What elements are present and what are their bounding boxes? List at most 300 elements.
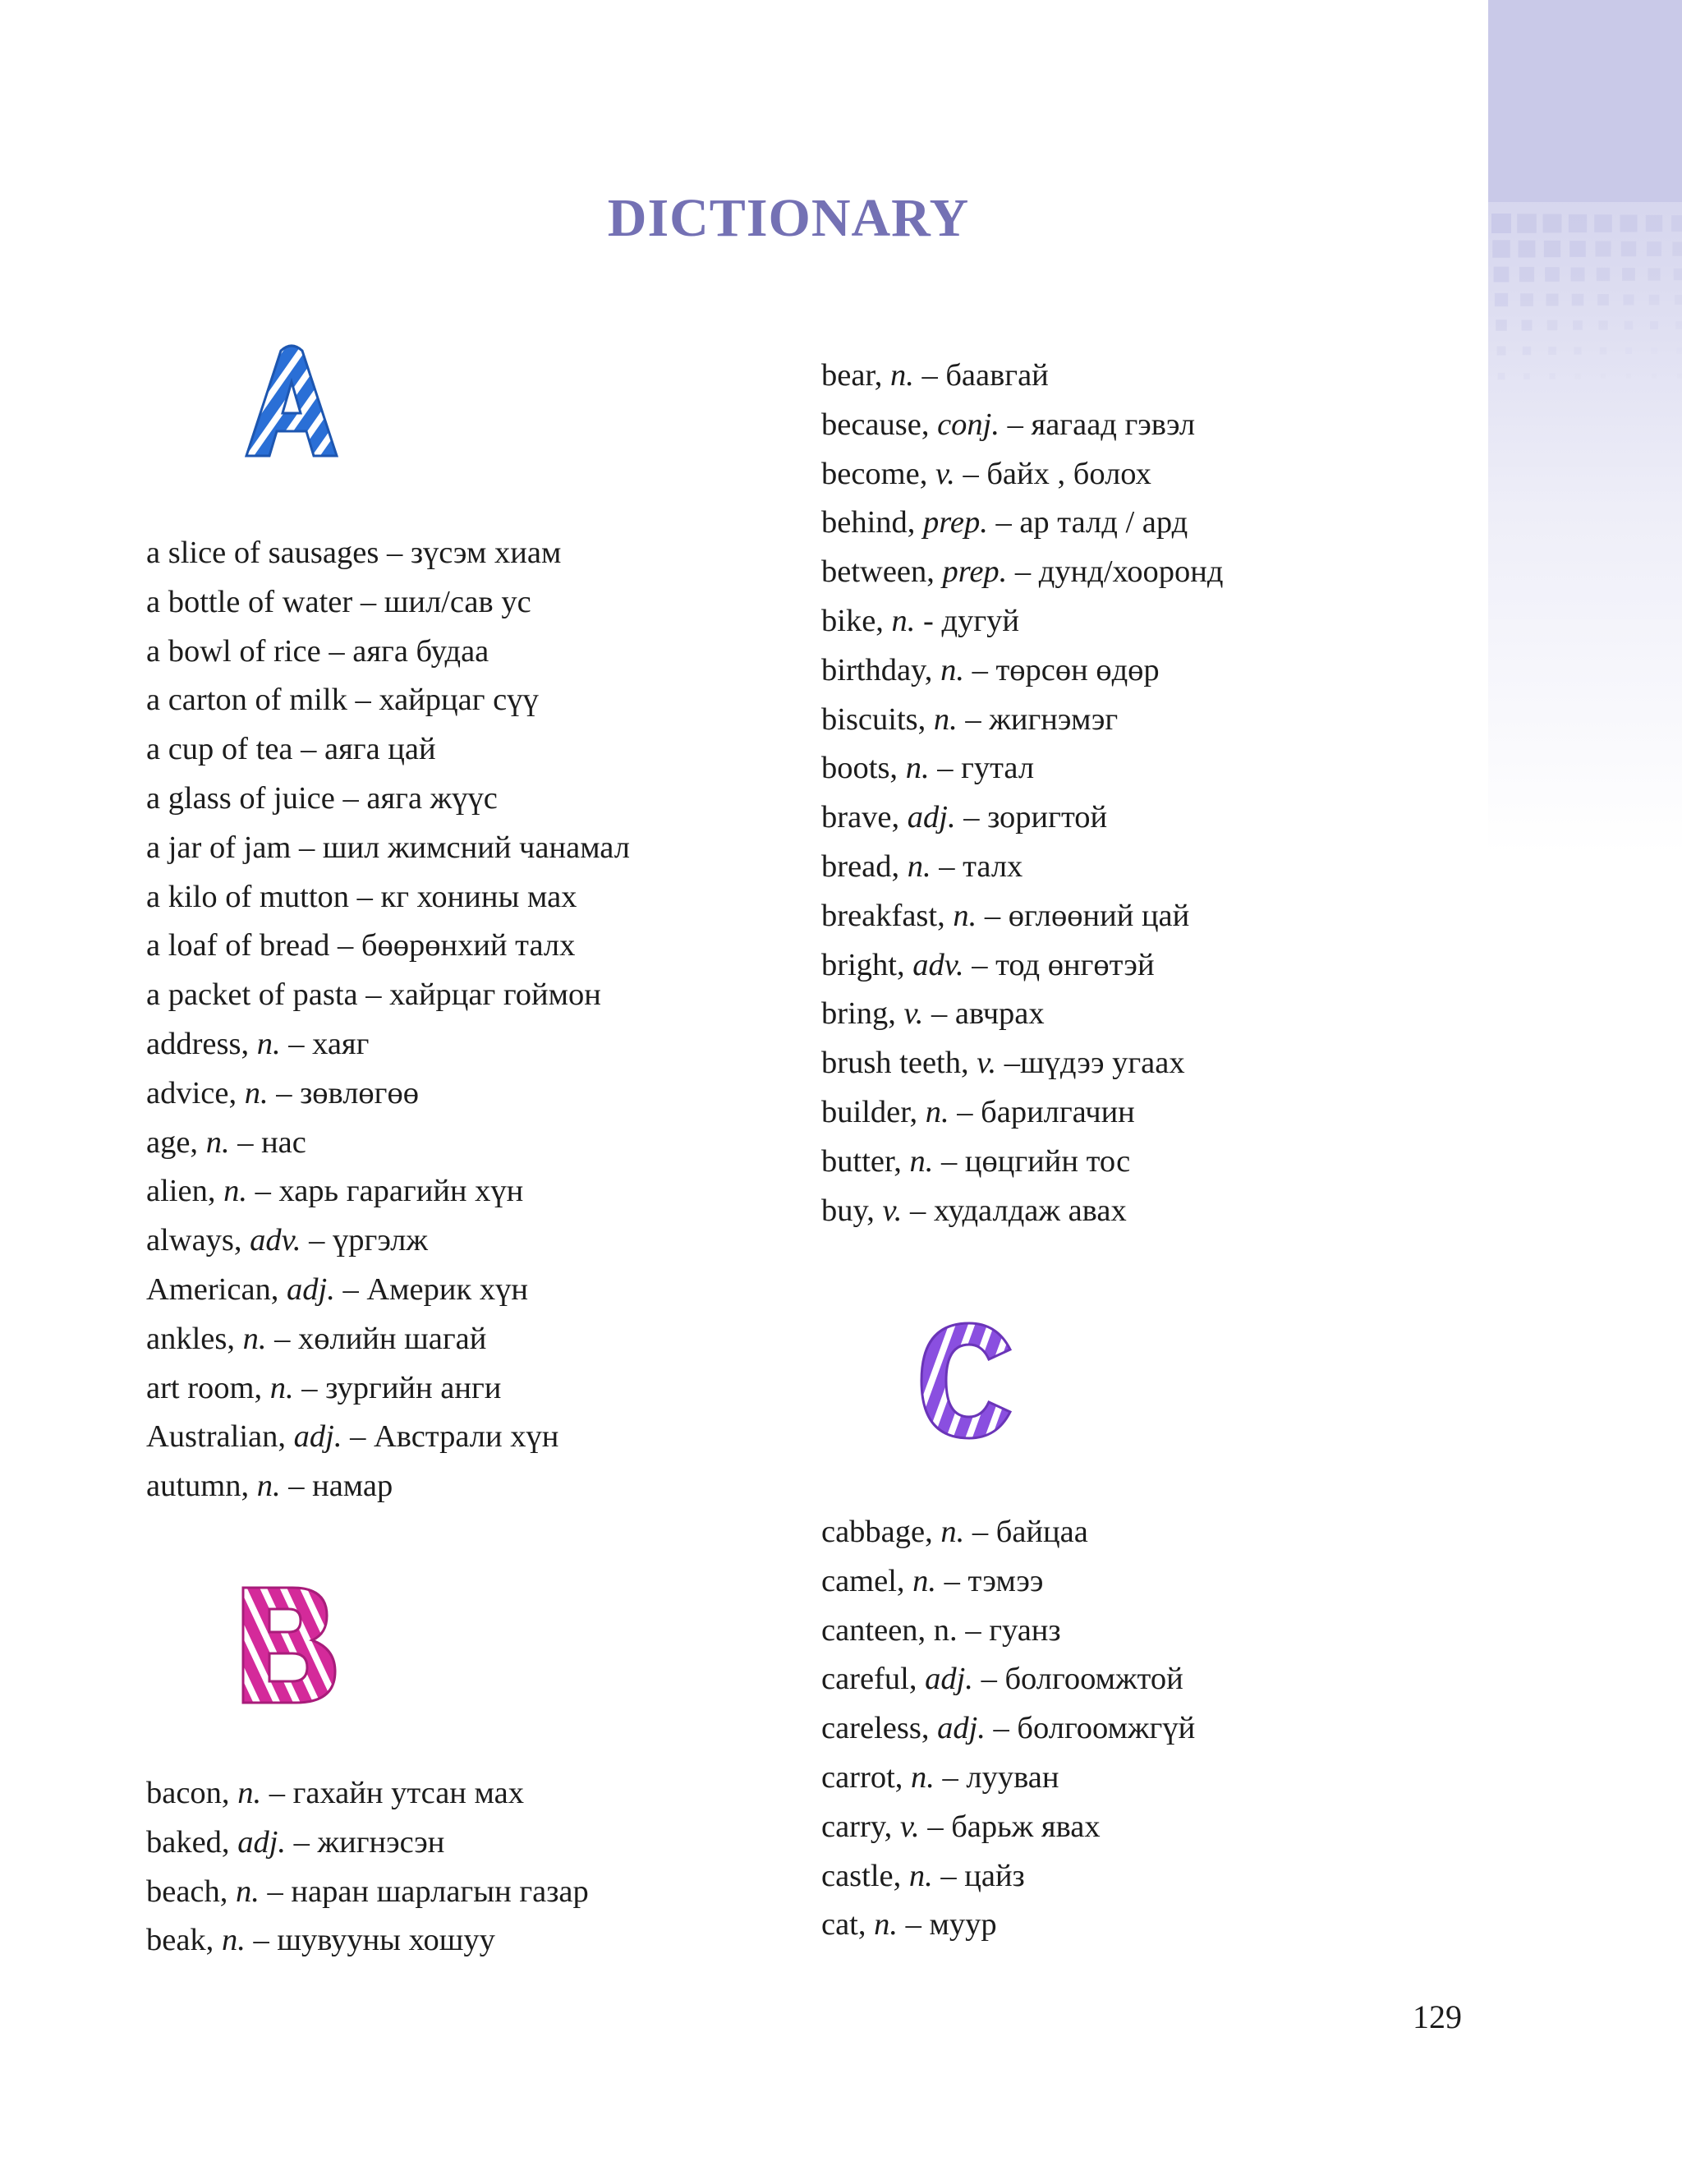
dictionary-entry: [821, 1557, 1195, 1607]
dictionary-entry: [821, 990, 1224, 1039]
section-c-entries: [821, 1508, 1195, 1950]
entry-part-of-speech: prep.: [942, 554, 1008, 590]
letter-b-icon: [237, 1581, 340, 1709]
entry-word: a jar of jam: [146, 830, 292, 865]
entry-separator: –: [923, 996, 955, 1032]
dictionary-entry: [821, 1803, 1195, 1852]
entry-translation: наран шарлагын газар: [291, 1874, 589, 1909]
entry-separator: –: [293, 1370, 326, 1405]
entry-word: beak,: [146, 1923, 222, 1958]
entry-word: carry,: [821, 1809, 900, 1844]
entry-separator: –: [1000, 407, 1032, 442]
entry-separator: –: [919, 1809, 952, 1844]
entry-word: careless,: [821, 1711, 938, 1746]
decorative-square: [1672, 241, 1682, 255]
dictionary-entry: [821, 793, 1224, 843]
entry-separator: –: [342, 1419, 374, 1455]
decorative-square: [1596, 241, 1611, 257]
entry-separator: –: [334, 780, 367, 816]
entry-word: a slice of sausages: [146, 536, 379, 570]
entry-separator: –: [246, 1174, 279, 1209]
entry-translation: нас: [261, 1124, 306, 1160]
entry-part-of-speech: n.: [940, 652, 964, 687]
entry-separator: –: [268, 1075, 301, 1110]
dictionary-entry: [146, 1119, 630, 1168]
entry-word: cat,: [821, 1907, 875, 1943]
decorative-square: [1646, 215, 1662, 232]
decorative-square: [1523, 347, 1531, 355]
entry-word: breakfast,: [821, 898, 954, 933]
entry-translation: шүдээ угаах: [1019, 1046, 1185, 1081]
entry-separator: –: [349, 879, 381, 914]
entry-word: a glass of juice: [146, 780, 335, 816]
entry-translation: баавгай: [945, 358, 1049, 393]
dictionary-entry: [146, 824, 630, 873]
dictionary-entry: [146, 628, 630, 677]
dictionary-entry: [146, 1020, 630, 1069]
entry-part-of-speech: v.: [935, 456, 955, 491]
dictionary-entry: [821, 499, 1224, 548]
entry-separator: –: [329, 928, 361, 963]
decorative-square: [1620, 215, 1638, 232]
entry-translation: цөцгийн тос: [964, 1143, 1131, 1179]
entry-word: baked,: [146, 1824, 238, 1860]
entry-separator: –: [955, 800, 988, 835]
entry-part-of-speech: n.: [223, 1174, 247, 1209]
entry-translation: төрсөн өдөр: [995, 652, 1160, 687]
entry-part-of-speech: n.: [940, 1515, 965, 1549]
entry-part-of-speech: v.: [977, 1046, 997, 1081]
entry-translation: барьж явах: [951, 1809, 1101, 1844]
entry-word: ankles,: [146, 1321, 243, 1356]
decorative-square: [1597, 268, 1610, 281]
entry-separator: –: [963, 947, 996, 982]
dictionary-entry: [821, 1039, 1224, 1088]
entry-translation: шувууны хошуу: [277, 1923, 495, 1958]
letter-c-icon: [913, 1317, 1020, 1445]
entry-translation: жигнэсэн: [317, 1824, 445, 1860]
entry-part-of-speech: adj.: [937, 1711, 986, 1746]
entry-translation: болгоомжтой: [1004, 1662, 1183, 1697]
entry-separator: –: [259, 1874, 292, 1909]
entry-separator: –: [977, 898, 1009, 933]
entry-separator: –: [963, 652, 996, 687]
entry-part-of-speech: adj.: [907, 800, 956, 835]
entry-part-of-speech: n.: [256, 1026, 281, 1061]
entry-separator: –: [972, 1662, 1005, 1697]
entry-word: brush teeth,: [821, 1046, 977, 1081]
decorative-square: [1571, 268, 1585, 282]
entry-separator: –: [352, 584, 384, 619]
dictionary-entry: [146, 1916, 589, 1966]
entry-separator: –: [291, 830, 323, 865]
entry-part-of-speech: n.: [912, 1563, 937, 1598]
decorative-square: [1650, 321, 1658, 329]
entry-separator: –: [931, 848, 963, 884]
entry-separator: –: [320, 633, 353, 669]
dictionary-entry: [821, 352, 1224, 401]
entry-separator: –: [954, 456, 987, 491]
dictionary-entry: [146, 578, 630, 628]
entry-translation: шил/сав ус: [384, 584, 531, 619]
dictionary-entry: [146, 873, 630, 922]
entry-translation: аяга жүүс: [366, 780, 498, 816]
entry-translation: байцаа: [995, 1515, 1088, 1549]
entry-translation: хаяг: [312, 1026, 370, 1061]
dictionary-entry: [146, 1769, 589, 1818]
entry-translation: аяга цай: [324, 732, 436, 767]
entry-word: a loaf of bread: [146, 928, 330, 963]
decorative-square: [1496, 320, 1507, 331]
decorative-square: [1498, 373, 1505, 379]
entry-word: always,: [146, 1223, 250, 1258]
entry-word: buy,: [821, 1193, 883, 1228]
dictionary-entry: [146, 1413, 630, 1462]
dictionary-entry: [821, 401, 1224, 450]
dictionary-entry: [146, 775, 630, 824]
entry-word: bright,: [821, 947, 913, 982]
entry-translation: лууван: [966, 1759, 1059, 1795]
decorative-square: [1674, 269, 1682, 281]
decorative-square: [1649, 295, 1660, 306]
entry-translation: бөөрөнхий талх: [361, 928, 576, 963]
entry-part-of-speech: n.: [905, 751, 930, 786]
dictionary-entry: [146, 1167, 630, 1216]
dictionary-entry: [821, 843, 1224, 892]
entry-part-of-speech: n.: [907, 848, 931, 884]
dictionary-entry: [146, 1868, 589, 1917]
entry-translation: хөлийн шагай: [297, 1321, 487, 1356]
side-decoration-top: [1488, 0, 1682, 202]
decorative-square: [1497, 347, 1506, 356]
entry-separator: –: [280, 1026, 313, 1061]
decorative-square: [1547, 320, 1557, 330]
entry-word: a kilo of mutton: [146, 879, 350, 914]
entry-separator: –: [933, 1143, 965, 1179]
entry-part-of-speech: v.: [882, 1193, 903, 1228]
entry-word: Australian,: [146, 1419, 294, 1455]
entry-translation: зүсэм хиам: [410, 536, 562, 570]
decorative-square: [1600, 347, 1607, 355]
entry-translation: авчрах: [954, 996, 1045, 1032]
entry-part-of-speech: n.: [909, 1143, 934, 1179]
decorative-square: [1625, 321, 1634, 330]
entry-translation: гахайн утсан мах: [292, 1776, 524, 1810]
dictionary-entry: [146, 1818, 589, 1868]
entry-word: bread,: [821, 848, 908, 884]
entry-word: a bottle of water: [146, 584, 353, 619]
entry-separator: –: [292, 732, 324, 767]
entry-word: between,: [821, 554, 943, 590]
entry-part-of-speech: n.: [889, 358, 914, 393]
decorative-square: [1647, 241, 1661, 256]
dictionary-entry: [146, 1315, 630, 1364]
section-b-entries-right: [821, 352, 1224, 1235]
section-a-entries: [146, 529, 630, 1511]
page-title: DICTIONARY: [607, 188, 970, 248]
entry-translation: кг хонины мах: [380, 879, 577, 914]
dictionary-entry: [821, 450, 1224, 499]
dictionary-entry: [821, 1655, 1195, 1704]
entry-separator: –: [261, 1776, 293, 1810]
entry-word: a bowl of rice: [146, 633, 321, 669]
entry-translation: тэмээ: [967, 1563, 1044, 1598]
entry-translation: гутал: [961, 751, 1035, 786]
entry-part-of-speech: adj.: [237, 1824, 287, 1860]
entry-word: bacon,: [146, 1776, 238, 1810]
entry-separator: –: [334, 1271, 367, 1307]
entry-translation: тод өнгөтэй: [995, 947, 1155, 982]
decorative-square: [1549, 373, 1555, 379]
dictionary-entry: [146, 922, 630, 971]
entry-translation: гуанз: [989, 1612, 1061, 1648]
entry-part-of-speech: n.: [911, 1759, 935, 1795]
entry-translation: зөвлөгөө: [300, 1075, 419, 1110]
dictionary-entry: [146, 971, 630, 1020]
entry-translation: өглөөний цай: [1008, 898, 1190, 933]
entry-part-of-speech: adv.: [912, 947, 964, 982]
entry-translation: яагаад гэвэл: [1031, 407, 1196, 442]
entry-word: beach,: [146, 1874, 237, 1909]
entry-word: art room,: [146, 1370, 270, 1405]
dictionary-entry: [146, 1216, 630, 1266]
decorative-square: [1626, 374, 1631, 379]
entry-word: castle,: [821, 1858, 909, 1893]
entry-part-of-speech: v.: [899, 1809, 920, 1844]
entry-part-of-speech: n.: [237, 1776, 262, 1810]
entry-part-of-speech: v.: [903, 996, 924, 1032]
dictionary-entry: [821, 548, 1224, 597]
entry-translation: хайрцаг сүү: [379, 683, 539, 718]
entry-separator: –: [987, 505, 1020, 540]
decorative-square: [1598, 320, 1607, 329]
entry-word: boots,: [821, 751, 906, 786]
dictionary-entry: [821, 744, 1224, 793]
entry-word: biscuits,: [821, 701, 934, 737]
entry-translation: намар: [312, 1469, 393, 1504]
entry-separator: –: [985, 1711, 1018, 1746]
entry-word: age,: [146, 1124, 206, 1160]
entry-separator: –: [301, 1223, 333, 1258]
section-b-entries-left: [146, 1769, 589, 1966]
entry-word: careful,: [821, 1662, 926, 1697]
entry-part-of-speech: n.: [891, 603, 916, 638]
entry-separator: –: [245, 1923, 278, 1958]
entry-separator: –: [347, 683, 379, 718]
entry-word: canteen, n.: [821, 1612, 958, 1648]
entry-translation: болгоомжгүй: [1017, 1711, 1196, 1746]
decorative-square: [1520, 293, 1533, 306]
decorative-square: [1601, 374, 1606, 379]
decorative-square: [1652, 374, 1657, 379]
entry-word: become,: [821, 456, 935, 491]
decorative-square: [1495, 293, 1508, 306]
dictionary-entry: [146, 1069, 630, 1119]
dictionary-entry: [821, 1187, 1224, 1236]
entry-part-of-speech: adj.: [293, 1419, 342, 1455]
entry-word: behind,: [821, 505, 924, 540]
entry-part-of-speech: n.: [242, 1321, 267, 1356]
dictionary-entry: [821, 941, 1224, 991]
entry-part-of-speech: n.: [925, 1094, 949, 1129]
decorative-square: [1575, 374, 1581, 379]
dictionary-entry: [146, 1462, 630, 1511]
decorative-square: [1572, 294, 1583, 306]
entry-part-of-speech: prep.: [923, 505, 988, 540]
entry-separator: –: [286, 1824, 318, 1860]
entry-word: advice,: [146, 1075, 245, 1110]
entry-translation: зоригтой: [987, 800, 1108, 835]
entry-translation: харь гарагийн хүн: [278, 1174, 524, 1209]
entry-separator: –: [949, 1094, 981, 1129]
entry-word: butter,: [821, 1143, 910, 1179]
entry-part-of-speech: n.: [953, 898, 977, 933]
entry-translation: цайз: [964, 1858, 1025, 1893]
entry-translation: жигнэмэг: [989, 701, 1119, 737]
entry-word: camel,: [821, 1563, 913, 1598]
entry-translation: хайрцаг гоймон: [389, 977, 601, 1013]
decorative-square: [1651, 347, 1657, 353]
decorative-square: [1648, 268, 1660, 280]
dictionary-entry: [821, 1704, 1195, 1754]
entry-word: autumn,: [146, 1469, 257, 1504]
entry-separator: –: [957, 1612, 990, 1648]
entry-part-of-speech: n.: [256, 1469, 281, 1504]
decorative-square: [1622, 268, 1635, 281]
entry-part-of-speech: n.: [874, 1907, 898, 1943]
entry-separator: –: [266, 1321, 298, 1356]
entry-word: alien,: [146, 1174, 224, 1209]
entry-separator: –: [229, 1124, 262, 1160]
entry-separator: –: [932, 1858, 965, 1893]
entry-separator: –: [902, 1193, 934, 1228]
letter-a-icon: [238, 341, 345, 464]
entry-part-of-speech: n.: [244, 1075, 269, 1110]
entry-part-of-speech: n.: [933, 701, 958, 737]
entry-translation: худалдаж авах: [933, 1193, 1127, 1228]
dictionary-entry: [821, 1138, 1224, 1187]
entry-word: brave,: [821, 800, 908, 835]
entry-separator: –: [280, 1469, 313, 1504]
decorative-square: [1494, 267, 1510, 283]
decorative-square: [1574, 347, 1581, 354]
entry-part-of-speech: n.: [221, 1923, 246, 1958]
dictionary-entry: [146, 529, 630, 578]
decorative-square: [1621, 241, 1636, 256]
entry-word: cabbage,: [821, 1515, 941, 1549]
dictionary-entry: [821, 597, 1224, 646]
entry-translation: ар талд / ард: [1019, 505, 1188, 540]
entry-part-of-speech: n.: [236, 1874, 260, 1909]
entry-word: carrot,: [821, 1759, 912, 1795]
decorative-square: [1523, 373, 1530, 379]
entry-translation: Америк хүн: [366, 1271, 528, 1307]
dictionary-entry: [821, 1088, 1224, 1138]
entry-separator: –: [936, 1563, 968, 1598]
decorative-square: [1594, 214, 1612, 232]
dictionary-entry: [821, 1901, 1195, 1950]
entry-translation: байх , болох: [986, 456, 1151, 491]
entry-word: bear,: [821, 358, 890, 393]
entry-word: address,: [146, 1026, 257, 1061]
entry-separator: –: [996, 1046, 1020, 1081]
decorative-square: [1677, 348, 1682, 354]
dictionary-entry: [146, 1364, 630, 1414]
decorative-square: [1545, 267, 1560, 282]
decorative-square: [1597, 294, 1609, 306]
entry-translation: Австрали хүн: [373, 1419, 559, 1455]
entry-separator: –: [1007, 554, 1039, 590]
dictionary-entry: [821, 646, 1224, 696]
entry-translation: шил жимсний чанамал: [322, 830, 630, 865]
entry-translation: талх: [963, 848, 1023, 884]
entry-word: birthday,: [821, 652, 941, 687]
dictionary-entry: [821, 1508, 1195, 1557]
entry-separator: –: [957, 701, 990, 737]
entry-part-of-speech: n.: [269, 1370, 294, 1405]
decorative-square: [1671, 215, 1682, 232]
decorative-square: [1675, 295, 1682, 305]
decorative-square: [1548, 347, 1556, 355]
entry-separator: –: [934, 1759, 967, 1795]
entry-word: because,: [821, 407, 938, 442]
entry-word: bring,: [821, 996, 904, 1032]
page-number: 129: [1413, 1998, 1462, 2035]
dictionary-entry: [821, 1754, 1195, 1803]
entry-word: American,: [146, 1271, 287, 1307]
entry-separator: –: [898, 1907, 930, 1943]
dictionary-entry: [146, 676, 630, 725]
dictionary-entry: [821, 892, 1224, 941]
entry-translation: үргэлж: [333, 1223, 428, 1258]
entry-translation: муур: [929, 1907, 997, 1943]
dictionary-entry: [146, 1266, 630, 1315]
entry-word: builder,: [821, 1094, 926, 1129]
decorative-square: [1677, 374, 1682, 379]
entry-separator: –: [929, 751, 962, 786]
entry-translation: барилгачин: [981, 1094, 1135, 1129]
dictionary-entry: [821, 696, 1224, 745]
entry-part-of-speech: n.: [908, 1858, 933, 1893]
dictionary-entry: [821, 1607, 1195, 1656]
entry-part-of-speech: conj.: [937, 407, 1000, 442]
decorative-square: [1625, 347, 1632, 354]
entry-part-of-speech: adv.: [250, 1223, 301, 1258]
decorative-square: [1623, 294, 1634, 305]
entry-translation: зургийн анги: [325, 1370, 502, 1405]
entry-translation: дунд/хооронд: [1038, 554, 1224, 590]
entry-separator: –: [379, 536, 411, 570]
dictionary-entry: [821, 1852, 1195, 1901]
entry-separator: –: [357, 977, 390, 1013]
entry-part-of-speech: adj.: [925, 1662, 973, 1697]
decorative-square: [1546, 294, 1559, 306]
entry-separator: -: [915, 603, 942, 638]
entry-word: bike,: [821, 603, 892, 638]
decorative-square: [1519, 267, 1534, 282]
entry-word: a packet of pasta: [146, 977, 358, 1013]
decorative-square: [1675, 321, 1682, 329]
entry-separator: –: [964, 1515, 996, 1549]
decorative-square: [1522, 320, 1533, 331]
decorative-square: [1573, 320, 1583, 330]
entry-separator: –: [913, 358, 946, 393]
entry-translation: дугуй: [941, 603, 1019, 638]
entry-word: a carton of milk: [146, 683, 347, 718]
entry-word: a cup of tea: [146, 732, 293, 767]
entry-translation: аяга будаа: [352, 633, 489, 669]
entry-part-of-speech: n.: [205, 1124, 230, 1160]
